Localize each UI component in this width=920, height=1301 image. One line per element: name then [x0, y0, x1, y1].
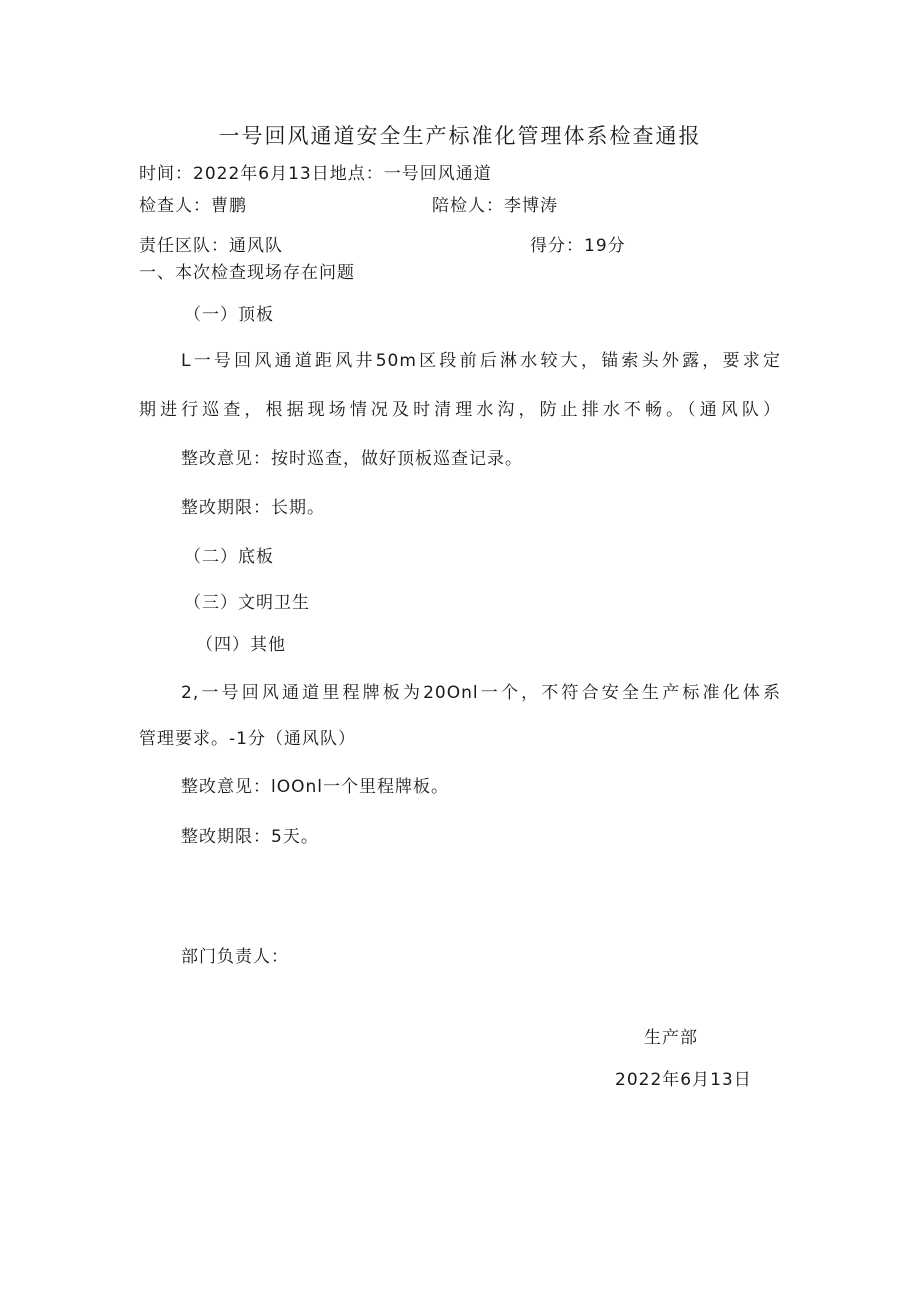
subsection-floor: （二）底板 — [184, 547, 274, 567]
document-title: 一号回风通道安全生产标准化管理体系检查通报 — [218, 124, 702, 148]
score-label: 得分：19分 — [530, 236, 626, 256]
subsection-roof: （一）顶板 — [184, 305, 274, 325]
time-place-line: 时间：2022年6月13日地点：一号回风通道 — [139, 164, 492, 184]
issue-1-rectification-deadline: 整改期限：长期。 — [181, 498, 325, 518]
issuing-department: 生产部 — [644, 1028, 698, 1048]
issue-1-line-2: 期进行巡查，根据现场情况及时清理水沟，防止排水不畅。（通风队） — [139, 400, 781, 420]
issue-2-rectification-opinion: 整改意见：lOOnl一个里程牌板。 — [181, 777, 449, 797]
issue-1-line-1: L一号回风通道距风井50m区段前后淋水较大，锚索头外露，要求定 — [181, 351, 781, 371]
issue-2-rectification-deadline: 整改期限：5天。 — [181, 827, 319, 847]
responsible-team-label: 责任区队：通风队 — [139, 236, 283, 256]
issue-2-line-1: 2,一号回风通道里程牌板为20Onl一个，不符合安全生产标准化体系 — [181, 683, 781, 703]
subsection-civilized-hygiene: （三）文明卫生 — [184, 593, 310, 613]
issue-2-line-2: 管理要求。-1分（通风队） — [139, 729, 356, 749]
accompanying-inspector-label: 陪检人：李博涛 — [432, 196, 558, 216]
inspector-label: 检查人：曹鹏 — [139, 196, 247, 216]
issue-date: 2022年6月13日 — [615, 1070, 752, 1090]
department-head-signature-label: 部门负责人： — [181, 947, 289, 967]
section-heading: 一、本次检查现场存在问题 — [139, 263, 355, 283]
issue-1-rectification-opinion: 整改意见：按时巡查，做好顶板巡查记录。 — [181, 449, 523, 469]
subsection-other: （四）其他 — [196, 635, 286, 655]
